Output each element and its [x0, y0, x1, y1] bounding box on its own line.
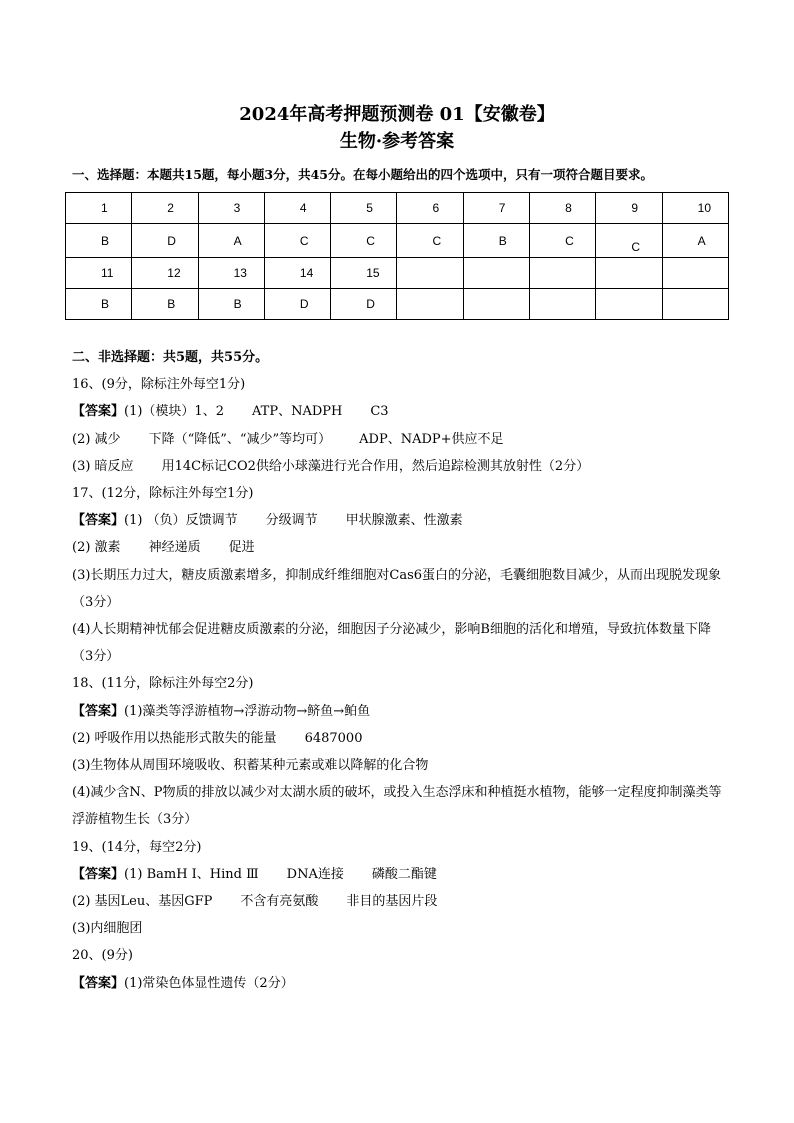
- table-cell: [662, 258, 728, 289]
- q19-line-3: (3)内细胞团: [72, 921, 143, 937]
- table-cell: C: [397, 224, 463, 258]
- table-cell: 1: [66, 193, 132, 224]
- q19-2-b: 不含有亮氨酸: [240, 894, 319, 910]
- page-subtitle: 生物·参考答案: [339, 131, 455, 152]
- table-cell: 12: [132, 258, 198, 289]
- q16-1-b: ATP、NADPH: [251, 404, 343, 420]
- q18-line-1: [72, 698, 732, 725]
- q16-line-1: [72, 398, 732, 425]
- q16-1-a: (1)（模块）1、2: [124, 404, 224, 420]
- q17-line-4: (4)人长期精神忧郁会促进糖皮质激素的分泌，细胞因子分泌减少，影响B细胞的活化和增殖，导致抗体数量下降（3分）: [72, 622, 711, 665]
- table-cell: C: [264, 224, 330, 258]
- q17-2-a: (2) 激素: [72, 540, 121, 556]
- table-cell: [596, 289, 662, 320]
- q17-line-1: [72, 507, 732, 534]
- q18-line-2: [72, 725, 732, 752]
- q17-heading: 17、(12分，除标注外每空1分): [72, 486, 254, 502]
- q17-1-a: (1) （负）反馈调节: [124, 513, 238, 529]
- table-cell: 13: [198, 258, 264, 289]
- q17-2-b: 神经递质: [148, 540, 201, 556]
- answer-label: 【答案】: [72, 703, 125, 719]
- q18-line-4: (4)减少含N、P物质的排放以减少对太湖水质的破坏，或投入生态浮床和种植挺水植物，能够一定程度抑制藻类等浮游植物生长（3分）: [72, 785, 722, 828]
- table-cell: 8: [530, 193, 596, 224]
- q16-2-b: 下降（“降低”、“减少”等均可）: [148, 431, 332, 447]
- q16-heading: 16、(9分，除标注外每空1分): [72, 377, 246, 393]
- q18-2-b: 6487000: [304, 730, 363, 746]
- q17-line-2: [72, 534, 732, 561]
- table-cell: 5: [331, 193, 397, 224]
- q18-line-3: (3)生物体从周围环境吸收、积蓄某种元素或难以降解的化合物: [72, 758, 429, 774]
- answer-label: 【答案】: [72, 866, 125, 882]
- table-cell: C: [530, 224, 596, 258]
- q16-line-3: [72, 453, 732, 480]
- table-cell: B: [66, 289, 132, 320]
- table-cell: D: [331, 289, 397, 320]
- q16-2-a: (2) 减少: [72, 431, 121, 447]
- q19-1-b: DNA连接: [286, 866, 344, 882]
- table-cell: 14: [264, 258, 330, 289]
- table-row: [66, 258, 729, 289]
- q16-3-b: 用14C标记CO2供给小球藻进行光合作用，然后追踪检测其放射性（2分）: [161, 458, 590, 474]
- table-cell: C: [596, 224, 662, 258]
- q18-1: (1)藻类等浮游植物→浮游动物→鲚鱼→鲌鱼: [124, 703, 371, 719]
- q16-3-a: (3) 暗反应: [72, 458, 134, 474]
- answer-body: [72, 344, 732, 997]
- table-row: [66, 289, 729, 320]
- table-cell: A: [662, 224, 728, 258]
- table-cell: [530, 289, 596, 320]
- table-cell: 6: [397, 193, 463, 224]
- q16-line-2: [72, 426, 732, 453]
- table-cell: [397, 258, 463, 289]
- section1-heading: 一、选择题：本题共15题，每小题3分，共45分。在每小题给出的四个选项中，只有一项符合题目要求。: [72, 167, 653, 182]
- table-cell: [662, 289, 728, 320]
- table-row: [66, 224, 729, 258]
- table-cell: [397, 289, 463, 320]
- table-cell: B: [463, 224, 529, 258]
- answer-label: 【答案】: [72, 404, 125, 420]
- table-cell: 11: [66, 258, 132, 289]
- q19-line-2: [72, 888, 732, 915]
- table-row: [66, 193, 729, 224]
- table-cell: D: [264, 289, 330, 320]
- q20-1: (1)常染色体显性遗传（2分）: [124, 975, 294, 991]
- answer-table: [65, 192, 729, 320]
- section2-heading: 二、非选择题：共5题，共55分。: [72, 350, 269, 365]
- page-title: 2024年高考押题预测卷 01【安徽卷】: [239, 104, 555, 125]
- q20-heading: 20、(9分): [72, 948, 133, 964]
- q17-2-c: 促进: [228, 540, 255, 556]
- table-cell: 4: [264, 193, 330, 224]
- answer-label: 【答案】: [72, 975, 125, 991]
- answer-label: 【答案】: [72, 513, 125, 529]
- table-cell: 10: [662, 193, 728, 224]
- q20-line-1: [72, 970, 732, 997]
- table-cell: [463, 258, 529, 289]
- q18-heading: 18、(11分，除标注外每空2分): [72, 676, 254, 692]
- table-cell: [596, 258, 662, 289]
- q16-1-c: C3: [370, 404, 389, 420]
- table-cell: D: [132, 224, 198, 258]
- q17-1-c: 甲状腺激素、性激素: [345, 513, 463, 529]
- table-cell: B: [132, 289, 198, 320]
- table-cell: 3: [198, 193, 264, 224]
- q16-2-c: ADP、NADP+供应不足: [359, 431, 504, 447]
- table-cell: A: [198, 224, 264, 258]
- q17-line-3: (3)长期压力过大，糖皮质激素增多，抑制成纤维细胞对Cas6蛋白的分泌，毛囊细胞数目减少，从而出现脱发现象（3分）: [72, 567, 722, 610]
- q19-1-c: 磷酸二酯键: [371, 866, 437, 882]
- table-cell: C: [331, 224, 397, 258]
- table-cell: 9: [596, 193, 662, 224]
- q19-1-a: (1) BamH Ⅰ、Hind Ⅲ: [124, 866, 259, 882]
- q19-heading: 19、(14分，每空2分): [72, 839, 202, 855]
- q18-2-a: (2) 呼吸作用以热能形式散失的能量: [72, 730, 277, 746]
- table-cell: 7: [463, 193, 529, 224]
- table-cell: 2: [132, 193, 198, 224]
- q19-line-1: [72, 861, 732, 888]
- q19-2-a: (2) 基因Leu、基因GFP: [72, 894, 213, 910]
- q19-2-c: 非目的基因片段: [346, 894, 438, 910]
- table-cell: [463, 289, 529, 320]
- q17-1-b: 分级调节: [265, 513, 318, 529]
- table-cell: B: [198, 289, 264, 320]
- table-cell: 15: [331, 258, 397, 289]
- table-cell: B: [66, 224, 132, 258]
- table-cell: [530, 258, 596, 289]
